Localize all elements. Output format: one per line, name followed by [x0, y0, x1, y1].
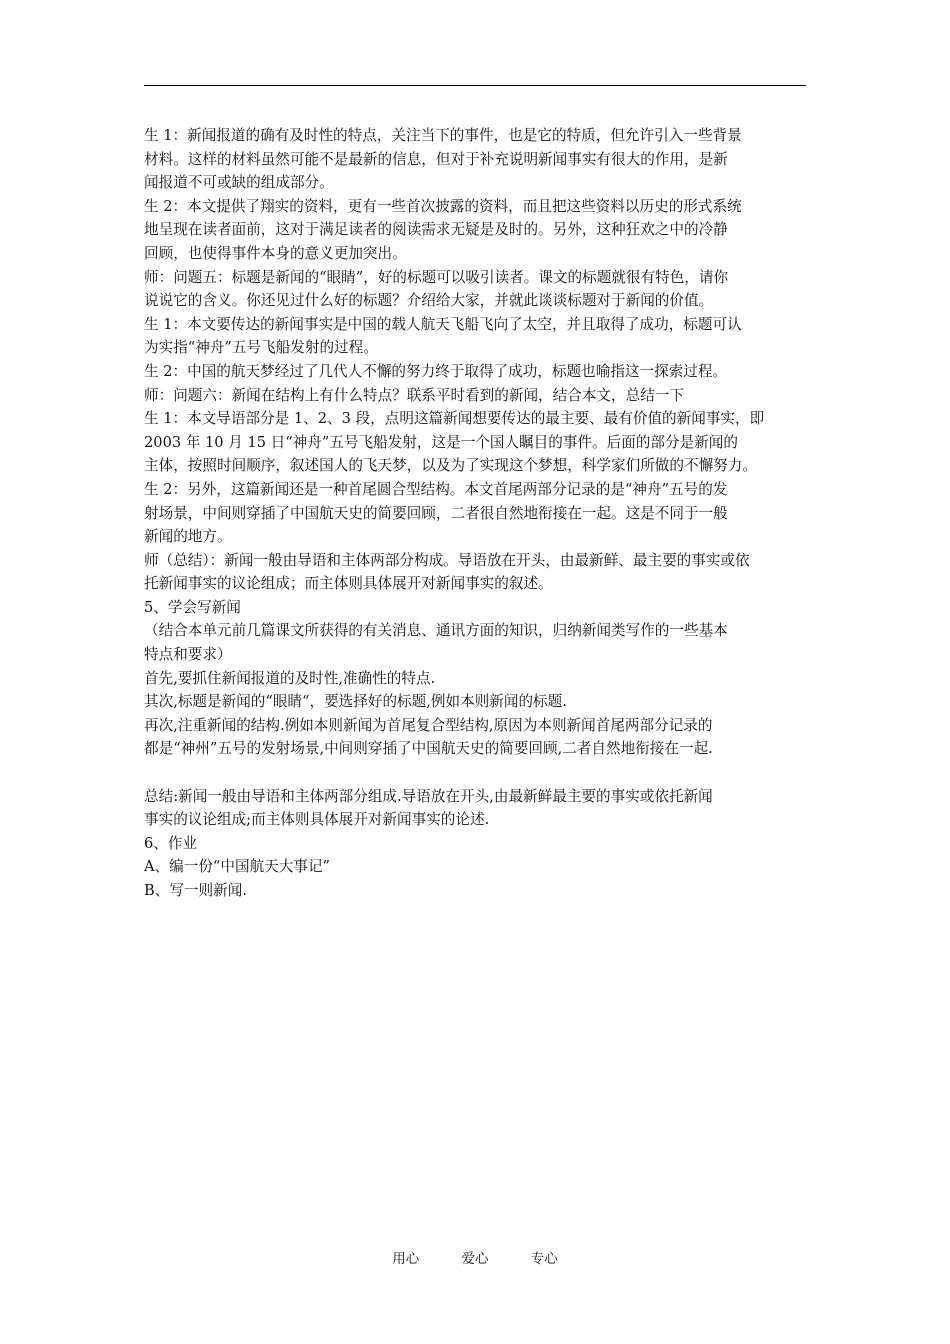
text-line: 师：问题五：标题是新闻的“眼睛”，好的标题可以吸引读者。课文的标题就很有特色，请你 [144, 268, 729, 286]
document-body [144, 124, 816, 903]
text-line: 总结:新闻一般由导语和主体两部分组成.导语放在开头,由最新鲜最主要的事实或依托新闻 [144, 787, 713, 805]
text-line: 再次,注重新闻的结构.例如本则新闻为首尾复合型结构,原因为本则新闻首尾两部分记录的 [144, 716, 713, 734]
text-line: 其次,标题是新闻的“眼睛“，要选择好的标题,例如本则新闻的标题. [144, 693, 567, 711]
text-line: 闻报道不可或缺的组成部分。 [144, 174, 334, 192]
section-heading: 5、学会写新闻 [144, 598, 241, 616]
page-footer [0, 1250, 950, 1268]
text-line: 新闻的地方。 [144, 528, 232, 546]
text-line: 师（总结）：新闻一般由导语和主体两部分构成。导语放在开头，由最新鲜、最主要的事实或依 [144, 551, 750, 569]
text-line: 托新闻事实的议论组成；而主体则具体展开对新闻事实的叙述。 [144, 575, 553, 593]
footer-item: 专心 [530, 1251, 558, 1267]
text-line: 师：问题六：新闻在结构上有什么特点？联系平时看到的新闻，结合本文，总结一下 [144, 386, 684, 404]
text-line: 说说它的含义。你还见过什么好的标题？介绍给大家，并就此谈谈标题对于新闻的价值。 [144, 292, 714, 310]
footer-item: 爱心 [461, 1251, 489, 1267]
text-line: 生 2：中国的航天梦经过了几代人不懈的努力终于取得了成功，标题也喻指这一探索过程。 [144, 362, 728, 380]
text-line: 为实指“神舟”五号飞船发射的过程。 [144, 339, 378, 357]
text-line: 首先,要抓住新闻报道的及时性,准确性的特点. [144, 669, 436, 687]
blank-line [144, 761, 816, 785]
text-line: 地呈现在读者面前，这对于满足读者的阅读需求无疑是及时的。另外，这种狂欢之中的冷静 [144, 221, 728, 239]
text-line: 都是“神州”五号的发射场景,中间则穿插了中国航天史的简要回顾,二者自然地衔接在一起. [144, 740, 713, 758]
text-line: 主体，按照时间顺序，叙述国人的飞天梦，以及为了实现这个梦想，科学家们所做的不懈努力。 [144, 457, 757, 475]
text-line: 材料。这样的材料虽然可能不是最新的信息，但对于补充说明新闻事实有很大的作用，是新 [144, 150, 728, 168]
text-line: 事实的议论组成;而主体则具体展开对新闻事实的论述. [144, 811, 490, 829]
text-line: 2003 年 10 月 15 日“神舟”五号飞船发射，这是一个国人瞩目的事件。后面的部分是新闻的 [144, 433, 738, 451]
section-heading: 6、作业 [144, 834, 198, 852]
footer-item: 用心 [392, 1251, 420, 1267]
text-line: 生 1：本文导语部分是 1、2、3 段，点明这篇新闻想要传达的最主要、最有价值的新闻事实，即 [144, 410, 765, 428]
text-line: 生 1：本文要传达的新闻事实是中国的载人航天飞船飞向了太空，并且取得了成功，标题可认 [144, 315, 742, 333]
text-line: （结合本单元前几篇课文所获得的有关消息、通讯方面的知识，归纳新闻类写作的一些基本 [144, 622, 728, 640]
text-line: A、编一份“中国航天大事记” [144, 858, 330, 876]
text-line: 射场景，中间则穿插了中国航天史的简要回顾，二者很自然地衔接在一起。这是不同于一般 [144, 504, 728, 522]
text-line: 生 1：新闻报道的确有及时性的特点，关注当下的事件，也是它的特质，但允许引入一些背景 [144, 127, 742, 144]
text-line: 回顾，也使得事件本身的意义更加突出。 [144, 244, 407, 262]
text-line: 特点和要求） [144, 646, 232, 664]
text-line: 生 2：本文提供了翔实的资料，更有一些首次披露的资料，而且把这些资料以历史的形式系统 [144, 197, 742, 215]
text-line: B、写一则新闻. [144, 882, 247, 899]
header-rule [144, 85, 806, 86]
text-line: 生 2：另外，这篇新闻还是一种首尾圆合型结构。本文首尾两部分记录的是“神舟”五号的发 [144, 480, 728, 498]
